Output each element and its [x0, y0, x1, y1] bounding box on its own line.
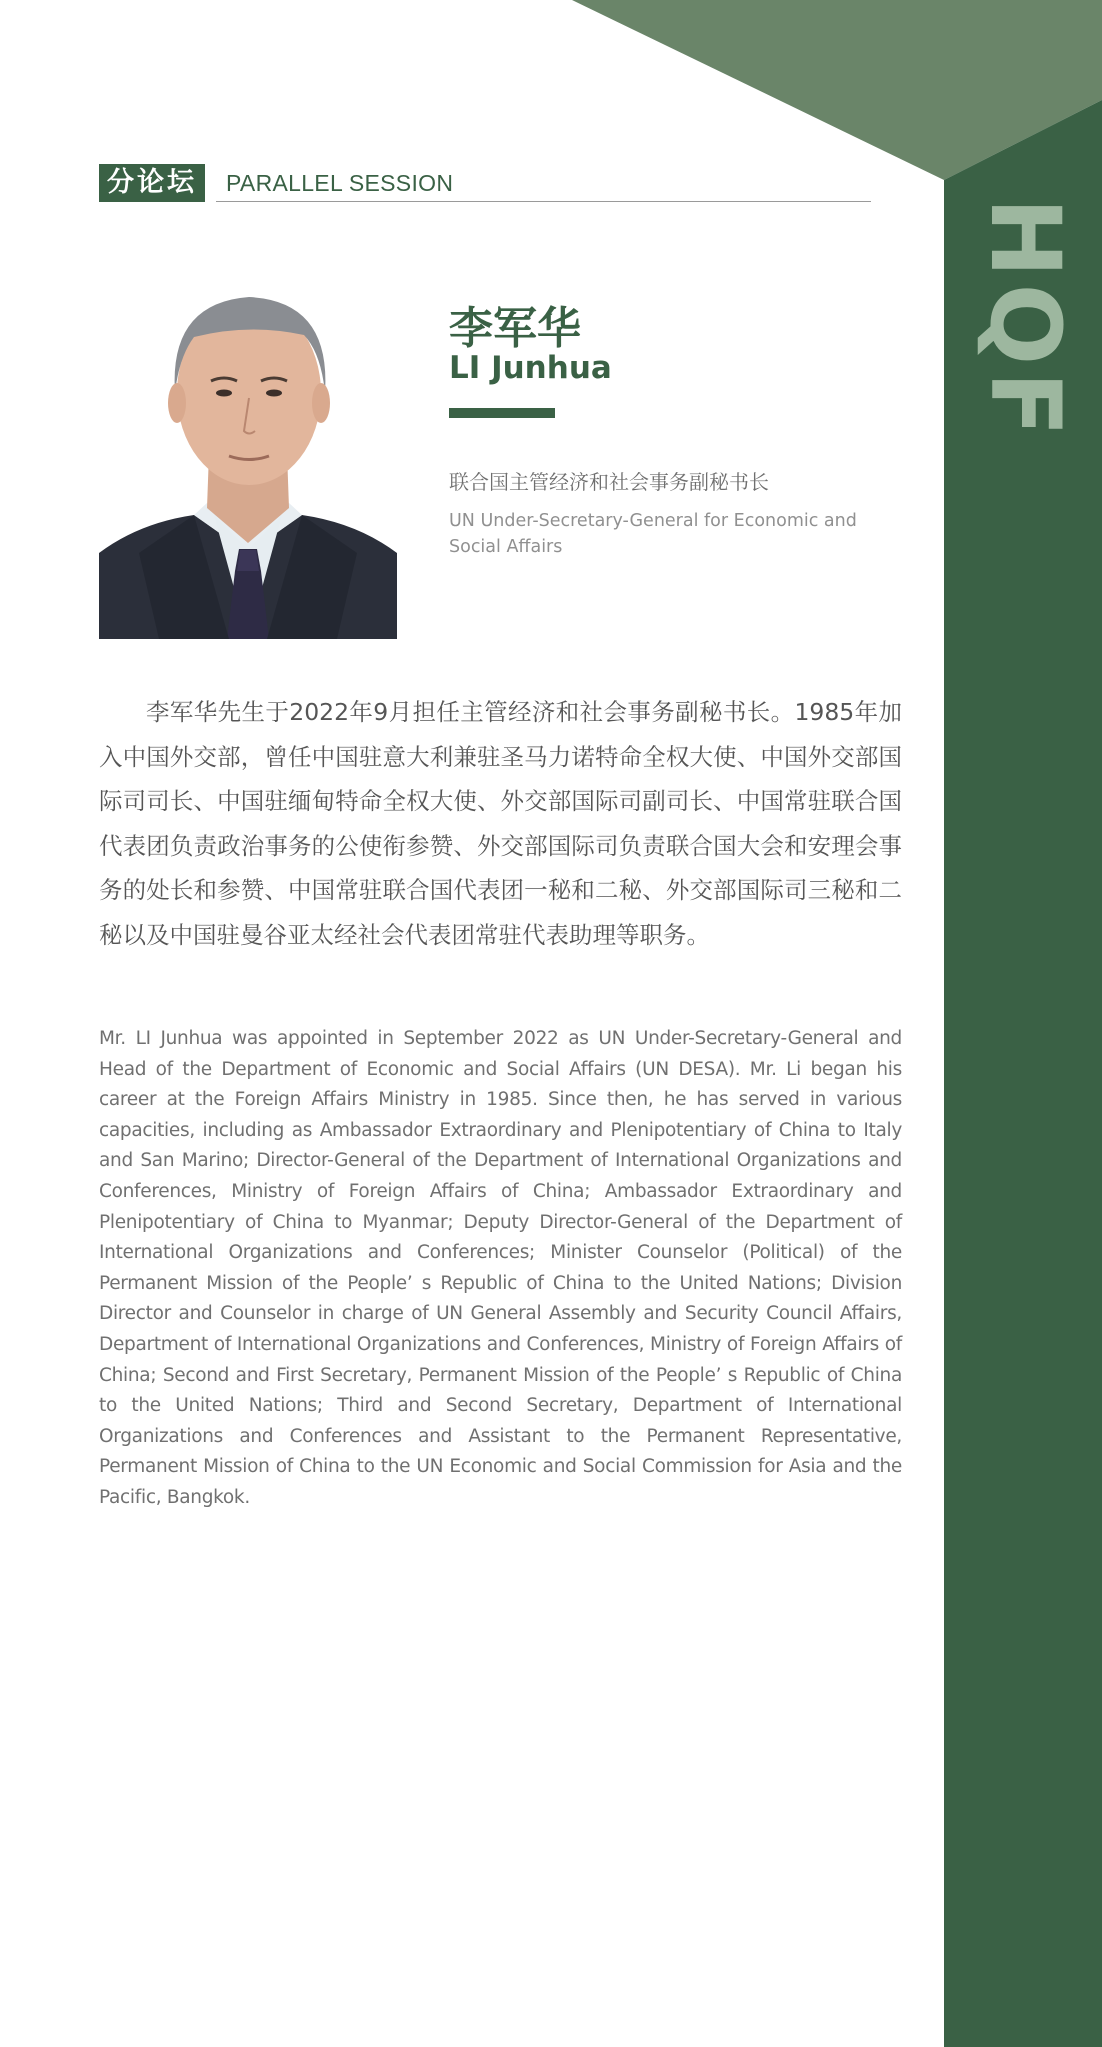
- session-tag: 分论坛: [99, 164, 205, 202]
- biography-zh: 李军华先生于2022年9月担任主管经济和社会事务副秘书长。1985年加入中国外交部，曾任中国驻意大利兼驻圣马力诺特命全权大使、中国外交部国际司司长、中国驻缅甸特命全权大使、外交部国际司副司长、中国常驻联合国代表团负责政治事务的公使衔参赞、外交部国际司负责联合国大会和安理会事务的处长和参赞、中国常驻联合国代表团一秘和二秘、外交部国际司三秘和二秘以及中国驻曼谷亚太经社会代表团常驻代表助理等职务。: [99, 698, 902, 949]
- speaker-portrait: [99, 253, 397, 639]
- hqf-logo-text: [970, 190, 1080, 450]
- hqf-label: HQF: [969, 197, 1081, 443]
- portrait-image: [99, 253, 397, 639]
- name-underline: [449, 408, 555, 418]
- header-divider: [216, 201, 871, 202]
- biography-en: Mr. LI Junhua was appointed in September 2022 as UN Under-Secretary-General and Head of the Department of Economic and Social Affairs (UN DESA). Mr. Li began his career at the Foreign Affairs Ministry in 1985. Since then, he has served in various capacities, including as Ambassador Extraordinary and Plenipotentiary of China to Italy and San Marino; Director-General of the Department of International Organizations and Conferences, Ministry of Foreign Affairs of China; Ambassador Extraordinary and Plenipotentiary of China to Myanmar; Deputy Director-General of the Department of International Organizations and Conferences; Minister Counselor (Political) of the Permanent Mission of the People’ s Republic of China to the United Nations; Division Director and Counselor in charge of UN General Assembly and Security Council Affairs, Department of International Organizations and Conferences, Ministry of Foreign Affairs of China; Second and First Secretary, Permanent Mission of the People’ s Republic of China to the United Nations; Third and Second Secretary, Department of International Organizations and Conferences and Assistant to the Permanent Representative, Permanent Mission of China to the UN Economic and Social Commission for Asia and the Pacific, Bangkok.: [99, 1028, 902, 1508]
- speaker-name-zh: 李军华: [449, 303, 581, 354]
- speaker-title-en: UN Under-Secretary-General for Economic and Social Affairs: [449, 511, 857, 557]
- speaker-title-zh: 联合国主管经济和社会事务副秘书长: [449, 470, 769, 494]
- session-header: [99, 164, 871, 202]
- session-title: PARALLEL SESSION: [226, 170, 454, 196]
- speaker-name-en: LI Junhua: [449, 350, 612, 386]
